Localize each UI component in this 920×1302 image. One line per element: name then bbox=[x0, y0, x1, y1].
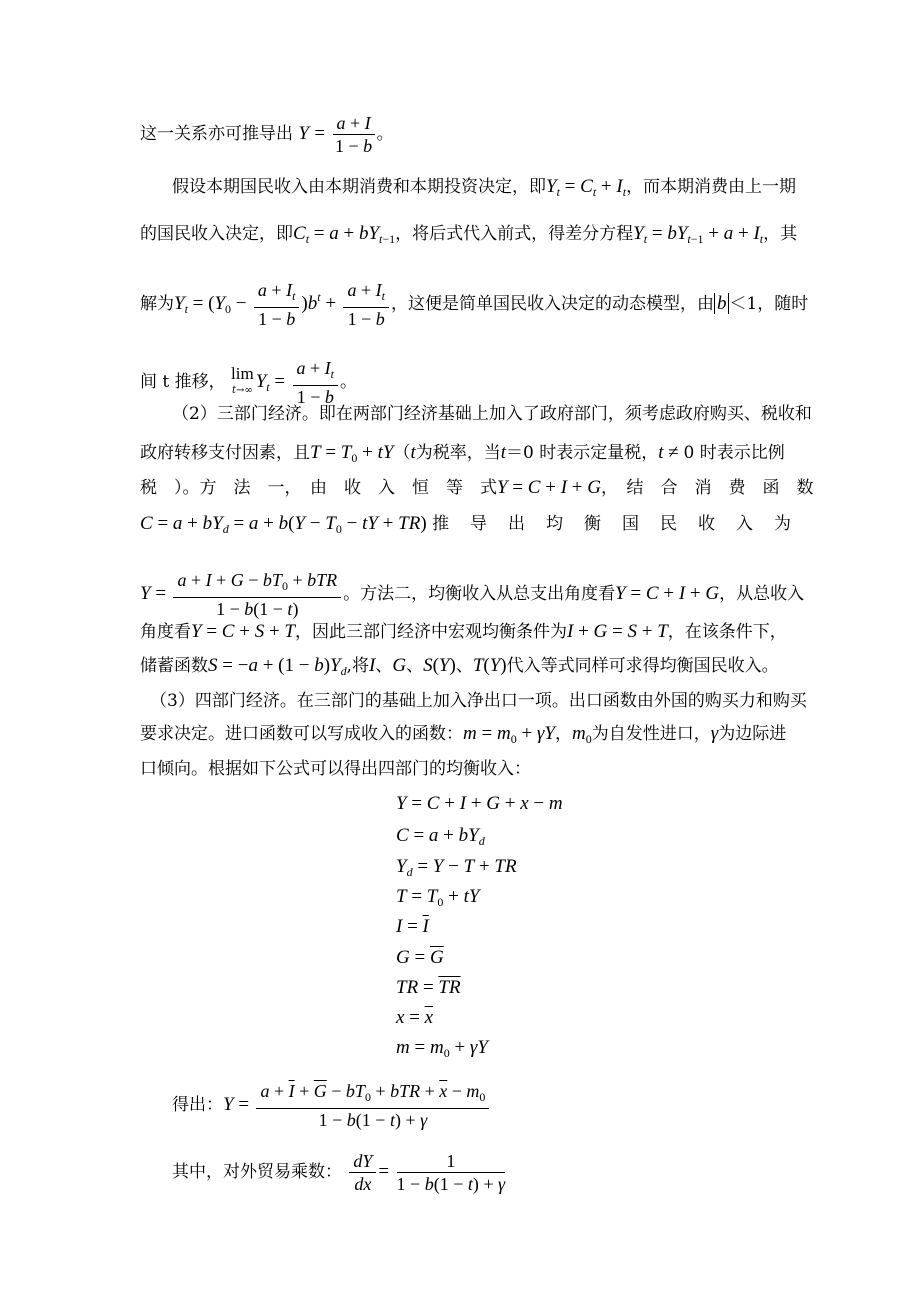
equation: $T = T_0$ + tY bbox=[396, 886, 480, 909]
equation: $G = \overline{G}$ bbox=[396, 947, 444, 968]
line-p3-6: 角度看Y = C + S + T，因此三部门经济中宏观均衡条件为I + G = S + T，在该条件下， bbox=[140, 621, 787, 642]
formula-fraction: $\frac{a + I_t}{1 - b}$ bbox=[343, 279, 389, 330]
formula-fraction: $\frac{a + \overline{I} + \overline{G} - bT_0 + bTR + \overline{x} - m_0}{1 - b(1 - t) + \gamma}$ bbox=[256, 1080, 489, 1131]
line-result: 得出：Y = $\frac{a + \overline{I} + \overline{G} - bT_0 + bTR + \overline{x} - m_0}{1 - b(1 - t) + \gamma}$ bbox=[172, 1080, 491, 1131]
line-p3-4: $C = a + bY_d = a + b(Y - T_0$ − tY + TR) 推 导 出 均 衡 国 民 收 入 为 bbox=[140, 513, 794, 536]
line-p2-3: 解为$Y_t = (Y_0$ − $\frac{a + I_t}{1 - b}$ )$b^t$ + $\frac{a + I_t}{1 - b}$ ，这便是简单国民收入决定的动态模型，由 b ＜1，随时 bbox=[140, 280, 809, 329]
line-p3-5: Y = $\frac{a + I + G - bT_0 + bTR}{1 - b(1 - t)}$ 。方法二，均衡收入从总支出角度看Y = C + I + G，从总收入 bbox=[140, 570, 805, 619]
formula-fraction: $\frac{1}{1 - b(1 - t) + \gamma}$ bbox=[396, 1151, 506, 1194]
formula-fraction: $\frac{a + I_t}{1 - b}$ bbox=[254, 279, 300, 330]
formula-fraction: $\frac{a + I + G - bT_0 + bTR}{1 - b(1 - t)}$ bbox=[173, 569, 341, 620]
formula-fraction: $\frac{a + I_t}{1 - b}$ bbox=[293, 357, 339, 408]
formula-fraction: $\frac{dY}{dx}$ bbox=[349, 1150, 376, 1195]
line-multiplier: 其中，对外贸易乘数： $\frac{dY}{dx}$ = $\frac{1}{1 - b(1 - t) + \gamma}$ bbox=[172, 1151, 506, 1194]
line-p4-1: （3）四部门经济。在三部门的基础上加入净出口一项。出口函数由外国的购买力和购买 bbox=[150, 691, 807, 711]
line-p4-2: 要求决定。进口函数可以写成收入的函数：$m = m_0 + \gamma Y$，$m_0$为自发性进口，γ为边际进 bbox=[140, 723, 787, 746]
line-p1: 这一关系亦可推导出 Y = $\frac{a + I}{1 - b}$ 。 bbox=[140, 113, 394, 156]
line-p2-4: 间 t 推移， lim t→∞ $Y_t$ = $\frac{a + I_t}{1 - b}$ 。 bbox=[140, 358, 358, 407]
equation: $I = \overline{I}$ bbox=[396, 916, 429, 937]
line-p3-7: 储蓄函数$S = -a + (1 - b)Y_d$,将I、G、S(Y)、T(Y)代入等式同样可求得均衡国民收入。 bbox=[140, 655, 779, 678]
line-p4-3: 口倾向。根据如下公式可以得出四部门的均衡收入： bbox=[140, 759, 531, 779]
equation: TR = $\overline{TR}$ bbox=[396, 977, 461, 998]
line-p3-2: 政府转移支付因素，且$T = T_0 + tY(t$为税率，当t＝0 时表示定量税，t ≠ 0 时表示比例 bbox=[140, 442, 785, 465]
equation: $m = m_0 + \gamma Y$ bbox=[396, 1037, 488, 1060]
limit-operator: lim t→∞ bbox=[231, 364, 254, 396]
line-p2-1: 假设本期国民收入由本期消费和本期投资决定，即$Y_t = C_t + I_t$，而本期消费由上一期 bbox=[172, 176, 797, 199]
equation: $C = a + bY_d$ bbox=[396, 825, 485, 848]
line-p3-3: 税 ）。方 法 一， 由 收 入 恒 等 式 Y = C + I + G ， 结 合 消 费 函 数 bbox=[140, 477, 814, 498]
equation: $Y_d = Y - T$ + TR bbox=[396, 856, 517, 879]
formula-fraction: $\frac{a + I}{1 - b}$ bbox=[333, 112, 375, 157]
equation: Y = C + I + G + x − m bbox=[396, 793, 563, 814]
line-p3-1: （2）三部门经济。即在两部门经济基础上加入了政府部门，须考虑政府购买、税收和 bbox=[172, 404, 812, 424]
line-p2-2: 的国民收入决定，即$C_t = a + bY_{t-1}$，将后式代入前式，得差分方程$Y_t = bY_{t-1} + a + I_t$，其 bbox=[140, 223, 798, 246]
equation: $x = \overline{x}$ bbox=[396, 1007, 434, 1028]
